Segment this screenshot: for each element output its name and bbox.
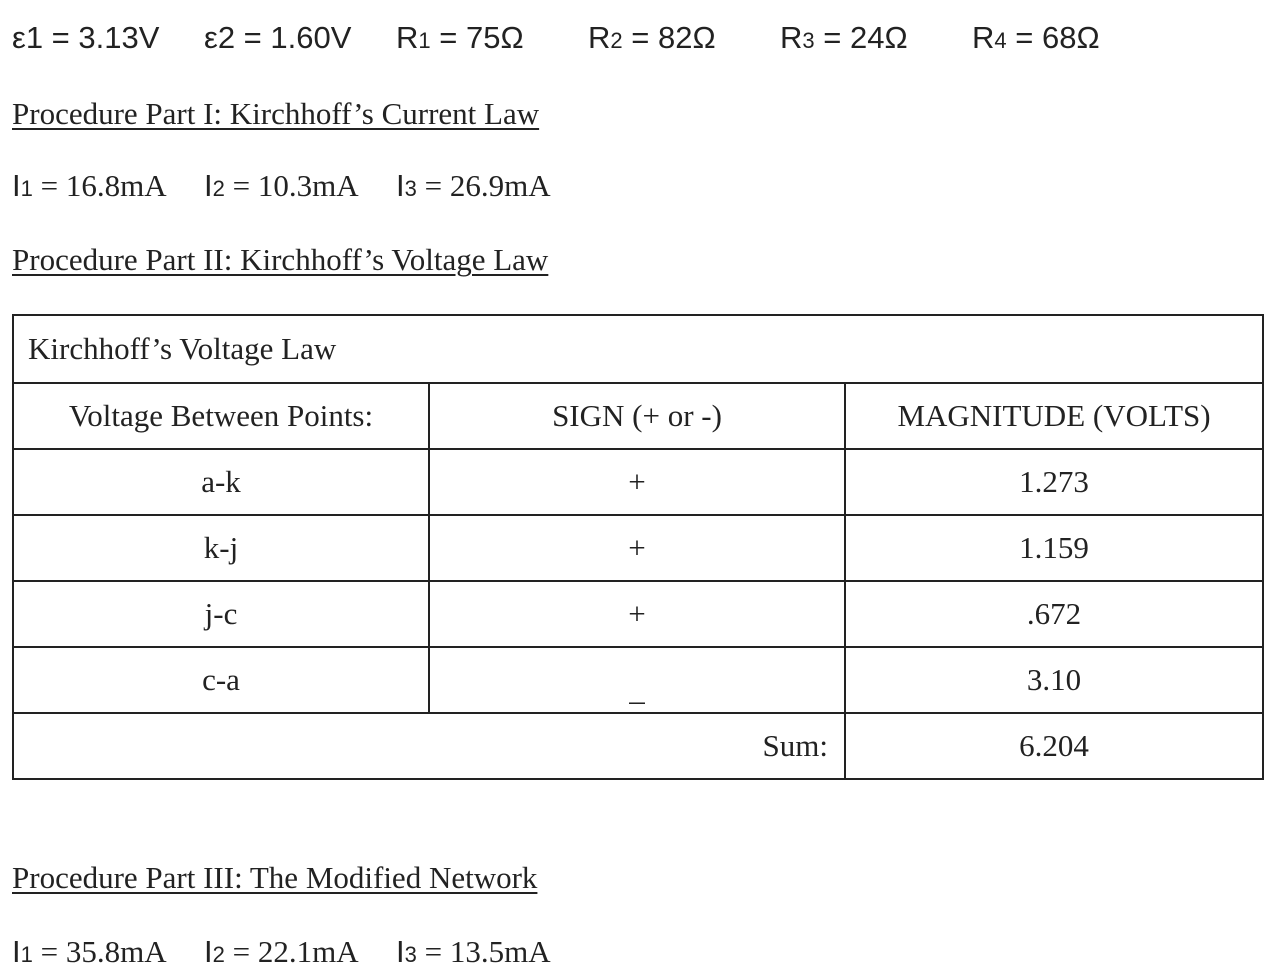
cell-sign: + bbox=[429, 449, 845, 515]
r3-label: R bbox=[780, 20, 803, 55]
table-row bbox=[13, 515, 1263, 581]
current-subscript: 1 bbox=[20, 942, 33, 967]
current-value: = 22.1mA bbox=[224, 934, 359, 969]
current-label: I bbox=[204, 168, 213, 203]
cell-points: a-k bbox=[13, 449, 429, 515]
cell-sign: + bbox=[429, 581, 845, 647]
r4-number: = 68Ω bbox=[1006, 20, 1100, 55]
emf1-value: ε1 = 3.13V bbox=[12, 20, 160, 55]
current-subscript: 3 bbox=[404, 176, 417, 201]
current-label: I bbox=[12, 934, 21, 969]
cell-sign bbox=[429, 647, 845, 713]
part1-current-3 bbox=[396, 166, 551, 209]
r3-subscript: 3 bbox=[802, 28, 815, 53]
table-row bbox=[13, 449, 1263, 515]
part1-current-1 bbox=[12, 166, 167, 209]
r4-value bbox=[972, 18, 1100, 61]
current-subscript: 1 bbox=[20, 176, 33, 201]
cell-sign-value: _ bbox=[629, 672, 645, 707]
part3-current-1 bbox=[12, 932, 167, 975]
current-label: I bbox=[12, 168, 21, 203]
table-row bbox=[13, 647, 1263, 713]
r1-number: = 75Ω bbox=[430, 20, 524, 55]
cell-points: c-a bbox=[13, 647, 429, 713]
part3-current-3 bbox=[396, 932, 551, 975]
r3-number: = 24Ω bbox=[814, 20, 908, 55]
sum-value: 6.204 bbox=[845, 713, 1263, 779]
table-caption: Kirchhoff’s Voltage Law bbox=[13, 315, 1263, 383]
r4-subscript: 4 bbox=[994, 28, 1007, 53]
r4-label: R bbox=[972, 20, 995, 55]
part1-heading: Procedure Part I: Kirchhoff’s Current Law bbox=[12, 96, 540, 131]
emf2-value: ε2 = 1.60V bbox=[204, 20, 352, 55]
cell-sign: + bbox=[429, 515, 845, 581]
r1-subscript: 1 bbox=[418, 28, 431, 53]
current-subscript: 2 bbox=[212, 176, 225, 201]
r1-value bbox=[396, 18, 524, 61]
sum-label: Sum: bbox=[13, 713, 845, 779]
cell-points: j-c bbox=[13, 581, 429, 647]
r2-value bbox=[588, 18, 716, 61]
header-magnitude: MAGNITUDE (VOLTS) bbox=[845, 383, 1263, 449]
part2-heading: Procedure Part II: Kirchhoff’s Voltage Law bbox=[12, 242, 549, 277]
part3-heading: Procedure Part III: The Modified Network bbox=[12, 860, 538, 895]
table-caption-row bbox=[13, 315, 1263, 383]
current-label: I bbox=[204, 934, 213, 969]
part3-current-2 bbox=[204, 932, 359, 975]
part1-current-2 bbox=[204, 166, 359, 209]
current-value: = 16.8mA bbox=[32, 168, 167, 203]
r1-label: R bbox=[396, 20, 419, 55]
current-value: = 13.5mA bbox=[416, 934, 551, 969]
cell-magnitude: 1.273 bbox=[845, 449, 1263, 515]
r2-label: R bbox=[588, 20, 611, 55]
cell-magnitude: 1.159 bbox=[845, 515, 1263, 581]
current-subscript: 2 bbox=[212, 942, 225, 967]
table-header-row bbox=[13, 383, 1263, 449]
kvl-table bbox=[12, 314, 1264, 780]
current-label: I bbox=[396, 168, 405, 203]
r3-value bbox=[780, 18, 908, 61]
cell-points: k-j bbox=[13, 515, 429, 581]
current-value: = 26.9mA bbox=[416, 168, 551, 203]
current-value: = 10.3mA bbox=[224, 168, 359, 203]
current-subscript: 3 bbox=[404, 942, 417, 967]
header-sign: SIGN (+ or -) bbox=[429, 383, 845, 449]
table-row bbox=[13, 581, 1263, 647]
current-label: I bbox=[396, 934, 405, 969]
header-voltage-points: Voltage Between Points: bbox=[13, 383, 429, 449]
cell-magnitude: .672 bbox=[845, 581, 1263, 647]
cell-magnitude: 3.10 bbox=[845, 647, 1263, 713]
r2-number: = 82Ω bbox=[622, 20, 716, 55]
r2-subscript: 2 bbox=[610, 28, 623, 53]
current-value: = 35.8mA bbox=[32, 934, 167, 969]
table-sum-row bbox=[13, 713, 1263, 779]
